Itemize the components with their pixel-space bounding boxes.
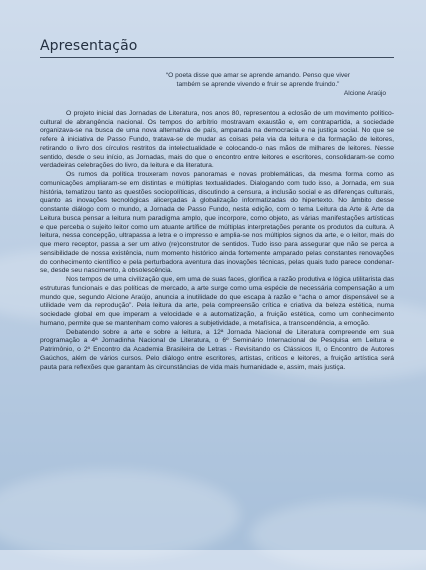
epigraph-author: Alcione Araújo <box>343 90 386 98</box>
page-content <box>40 38 394 372</box>
body-text <box>40 110 394 373</box>
epigraph-line: “O poeta disse que amar se aprende amando. Penso que viver <box>165 72 350 79</box>
epigraph-line: também se aprende vivendo e fruir se aprende fruindo.” <box>176 80 340 88</box>
paragraph: O projeto inicial das Jornadas de Literatura, nos anos 80, representou a eclosão de um movimento político-cultural de abrangência nacional. Os tempos do arbítrio mostravam exaustão e, em contrapartida, a sociedade organizava-se na busca de uma nova alternativa de país, amparada na democracia e na justiça social. No que se refere à iniciativa de Passo Fundo, tratava-se de mudar as coisas pela via da leitura e da formação de leitores, retirando o livro dos círculos restritos da intelectualidade e colocando-o nas mãos de milhares de leitores. Nesse sentido, desde o seu início, as Jornadas, mais do que o encontro entre leitores e escritores, consolidaram-se como verdadeiras celebrações do livro, da leitura e da literatura. <box>40 109 394 170</box>
paragraph: Nos tempos de uma civilização que, em uma de suas faces, glorifica a razão produtiva e lógica utilitarista das estruturas funcionais e das políticas de mercado, a arte surge como uma espécie de necessária compensação a um mundo que, segundo Alcione Araújo, anuncia a inutilidade do que escapa à razão e “acha o amor dispensável se a utilidade vem da reprodução”. Pela leitura da arte, pela compreensão crítica e criativa da beleza estética, numa sociedade global em que imperam a velocidade e a automatização, a fruição estética, como um conhecimento humano, permite que se mantenham como valores a subjetividade, a metafísica, a transcendência, a emoção. <box>40 276 394 327</box>
background-cloud <box>0 470 240 560</box>
paragraph: Debatendo sobre a arte e sobre a leitura, a 12ª Jornada Nacional de Literatura compreende em sua programação a 4ª Jornadinha Nacional de Literatura, o 6º Seminário Internacional de Pesquisa em Leitura e Patrimônio, o 2º Encontro da Academia Brasileira de Letras - Revisitando os Clássicos II, o Encontro de Autores Gaúchos, além de vários cursos. Pelo diálogo entre escritores, artistas, críticos e leitores, a fruição artística será pauta para reflexões que garantam às circunstâncias de vida mais humanidade e, assim, mais justiça. <box>40 328 394 371</box>
title-divider <box>40 57 394 58</box>
epigraph <box>122 72 394 99</box>
page-title: Apresentação <box>40 38 138 54</box>
paragraph: Os rumos da política trouxeram novos panoramas e novas problemáticas, da mesma forma como as comunicações ampliaram-se em distintas e múltiplas textualidades. Dialogando com tudo isso, a Jornada, em sua história, tematizou tanto as questões sociopolíticas, discutindo a censura, a inclusão social e as diferenças culturais, quanto as inovações tecnológicas alicerçadas à globalização informatizadas do hipertexto. No âmbito desse constante diálogo com o mundo, a Jornada de Passo Fundo, nesta edição, com o tema Leitura da Arte & Arte da Leitura busca pensar a leitura num paradigma amplo, que incorpore, como objeto, as várias manifestações artísticas e que perceba o sujeito leitor como um atuante artífice de múltiplas interpretações perante os produtos da cultura. A leitura, nessa concepção, ultrapassa a letra e o impresso e amplia-se nos múltiplos signos da arte, e o leitor, mais do que mero receptor, passa a ser um ativo (re)construtor de sentidos. Tudo isso para assegurar que não se perca a sensibilidade de nossa existência, num momento histórico ainda fortemente amparado pelas constantes renovações do conhecimento científico e pela perturbadora aventura das inovações técnicas, pelas quais tudo parece condenar-se, desde seu nascimento, à obsolescência. <box>40 171 394 275</box>
background-cloud <box>250 500 426 570</box>
